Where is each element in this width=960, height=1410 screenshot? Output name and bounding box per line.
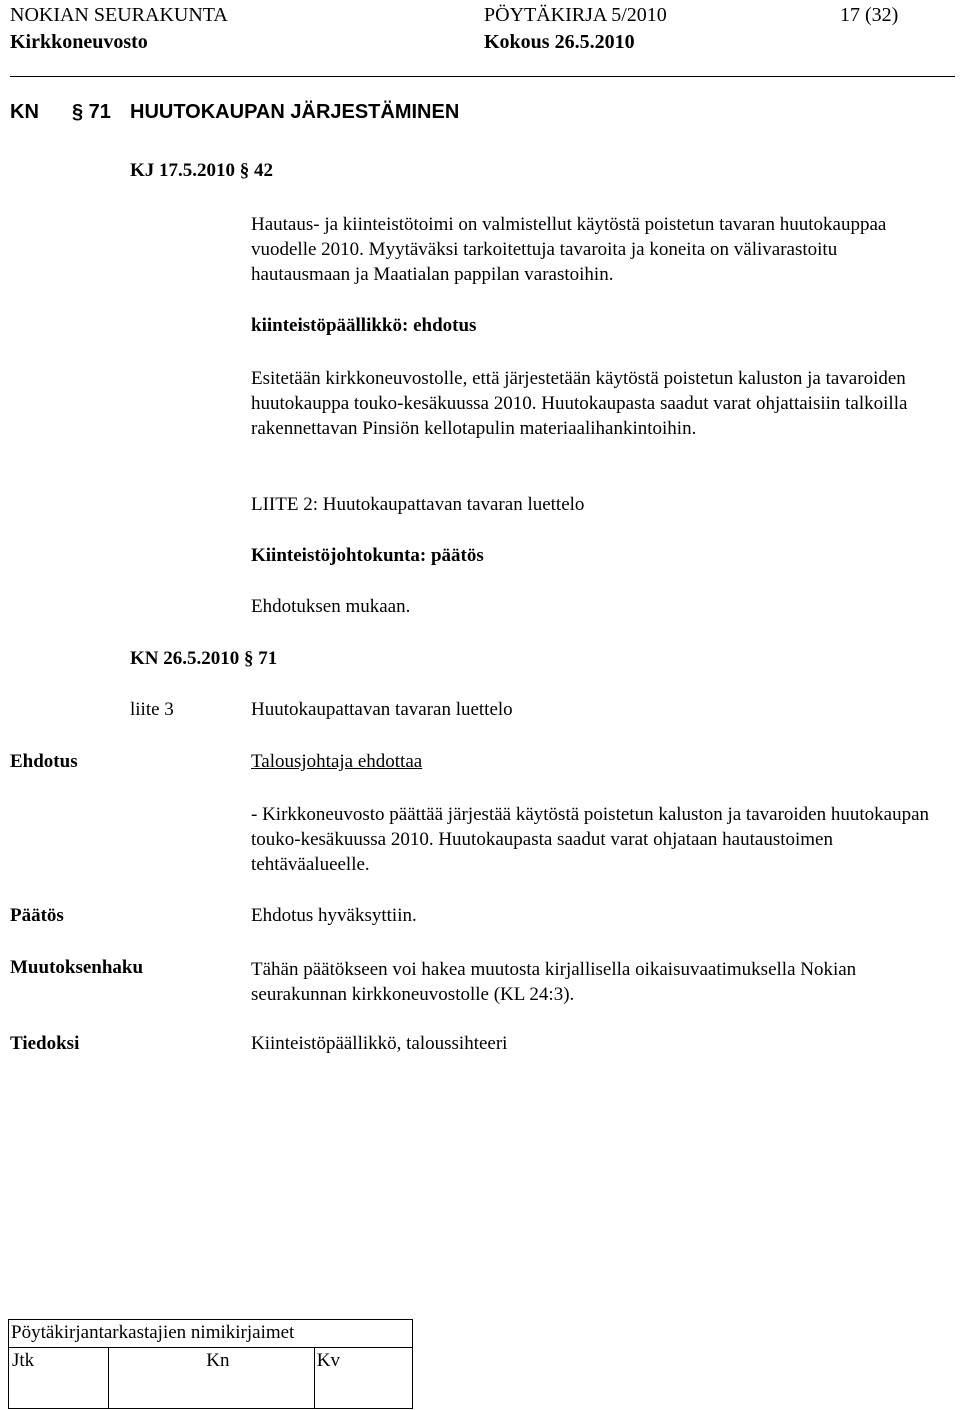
header-meeting: Kokous 26.5.2010 <box>484 31 635 53</box>
muutoksenhaku-paragraph: Tähän päätökseen voi hakea muutosta kirjallisella oikaisuvaatimuksella Nokian seurakunnan kirkkoneuvostolle (KL 24:3). <box>251 959 857 1005</box>
signature-cell-kv <box>314 1348 412 1409</box>
tiedoksi-text: Kiinteistöpäällikkö, taloussihteeri <box>251 1033 508 1054</box>
liite-text: Huutokaupattavan tavaran luettelo <box>251 699 513 720</box>
signature-table <box>8 1319 413 1409</box>
muutoksenhaku-label: Muutoksenhaku <box>10 957 144 978</box>
signature-label-jtk: Jtk <box>12 1350 35 1371</box>
signature-cell-jtk <box>9 1348 109 1409</box>
paatos-text: Ehdotus hyväksyttiin. <box>251 905 417 926</box>
ehdotus-label: Ehdotus <box>10 751 78 772</box>
section-prefix: KN <box>10 101 39 123</box>
header-doc-type: PÖYTÄKIRJA 5/2010 <box>484 4 667 26</box>
decision-heading: Kiinteistöjohtokunta: päätös <box>251 545 484 566</box>
paatos-label: Päätös <box>10 905 64 926</box>
header-org: NOKIAN SEURAKUNTA <box>10 4 228 26</box>
decision-text: Ehdotuksen mukaan. <box>251 596 411 617</box>
signature-label-kv: Kv <box>316 1350 340 1371</box>
signature-cell-kn <box>109 1348 315 1409</box>
header-body: Kirkkoneuvosto <box>10 31 148 53</box>
header-page: 17 (32) <box>840 4 899 26</box>
intro-paragraph: Hautaus- ja kiinteistötoimi on valmistellut käytöstä poistetun tavaran huutokauppaa vuodelle 2010. Myytäväksi tarkoitettuja tavaroita ja koneita on välivarastoitu hautausmaan ja Maatialan pappilan varastoihin. <box>251 214 887 285</box>
signature-label-kn: Kn <box>206 1350 230 1371</box>
kn-reference: KN 26.5.2010 § 71 <box>130 648 278 669</box>
section-number: § 71 <box>72 101 111 123</box>
signature-title-cell <box>9 1320 413 1348</box>
section-title: HUUTOKAUPAN JÄRJESTÄMINEN <box>130 101 460 123</box>
header-divider <box>10 76 955 77</box>
attachment-line: LIITE 2: Huutokaupattavan tavaran luettelo <box>251 494 585 515</box>
ehdotus-heading: Talousjohtaja ehdottaa <box>251 751 423 772</box>
proposal-paragraph: Esitetään kirkkoneuvostolle, että järjestetään käytöstä poistetun kaluston ja tavaroiden huutokauppa touko-kesäkuussa 2010. Huutokaupasta saadut varat ohjattaisiin talkoilla rakennettavan Pinsiön kellotapulin materiaalihankintoihin. <box>251 368 908 439</box>
section-ref: KJ 17.5.2010 § 42 <box>130 160 274 181</box>
signature-title: Pöytäkirjantarkastajien nimikirjaimet <box>11 1322 295 1343</box>
liite-label: liite 3 <box>130 699 174 720</box>
ehdotus-paragraph: - Kirkkoneuvosto päättää järjestää käytöstä poistetun kaluston ja tavaroiden huutokaupan touko-kesäkuussa 2010. Huutokaupasta saadut varat ohjataan hautaustoimen tehtäväalueelle. <box>251 804 929 875</box>
tiedoksi-label: Tiedoksi <box>10 1033 80 1054</box>
proposal-heading: kiinteistöpäällikkö: ehdotus <box>251 315 477 336</box>
